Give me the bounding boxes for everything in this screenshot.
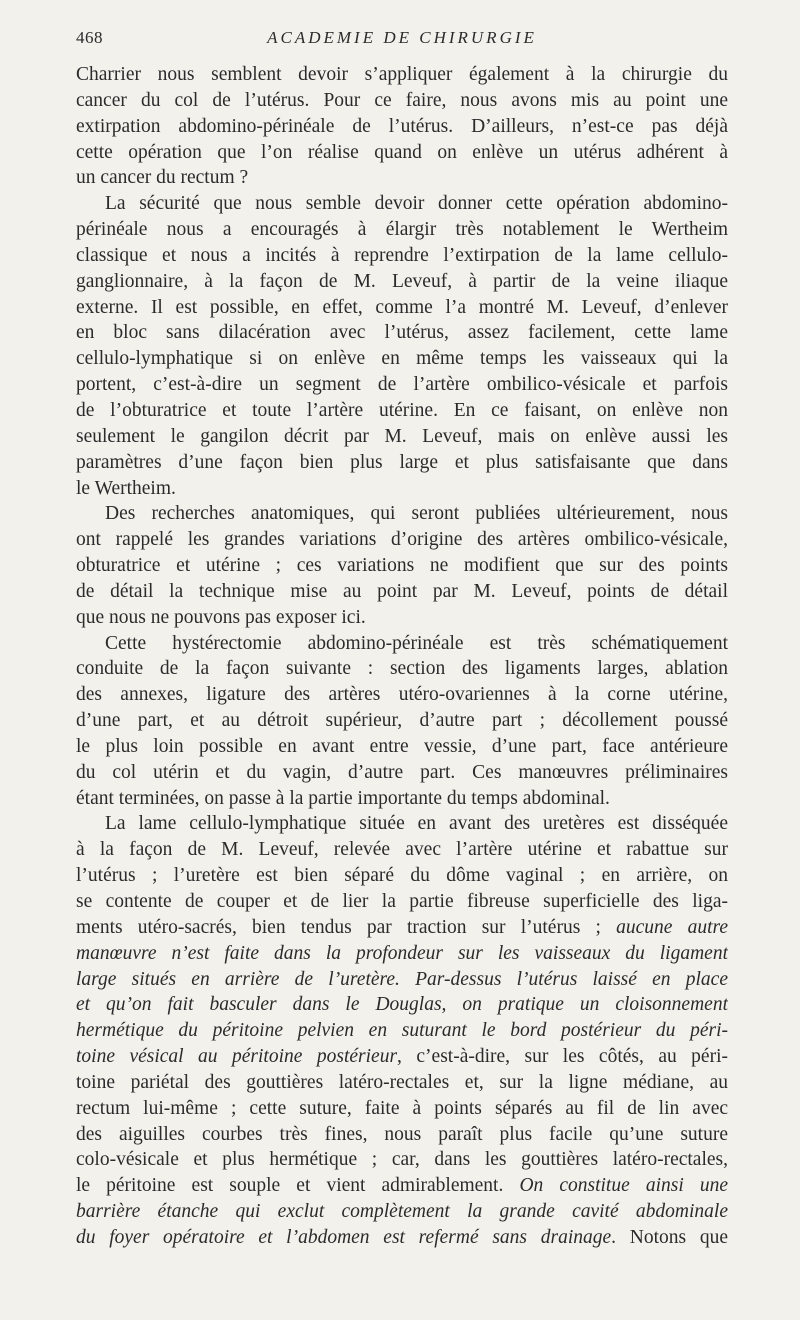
text-line (76, 708, 728, 734)
text-segment: à la façon de M. Leveuf, relevée avec l’artère utérine et rabattue sur (76, 839, 728, 861)
text-line (76, 1070, 728, 1096)
text-line (76, 605, 728, 631)
italic-text: du foyer opératoire et l’abdomen est refermé sans drainage (76, 1226, 612, 1248)
text-line (76, 811, 728, 837)
text-segment: obturatrice et utérine ; ces variations ne modifient que sur des points (76, 555, 728, 577)
text-line (76, 837, 728, 863)
page-number: 468 (76, 28, 103, 47)
text-segment: rectum lui-même ; cette suture, faite à points séparés au fil de lin avec (76, 1097, 728, 1119)
text-segment: . Notons que (611, 1226, 728, 1248)
text-line (76, 320, 728, 346)
text-segment: périnéale nous a encouragés à élargir très notablement le Wertheim (76, 219, 728, 241)
italic-text: hermétique du péritoine pelvien en suturant le bord postérieur du péri- (76, 1020, 728, 1042)
text-segment: ments utéro-sacrés, bien tendus par traction sur l’utérus ; (76, 916, 617, 938)
text-line (76, 424, 728, 450)
body-text (76, 62, 728, 1251)
text-line (76, 165, 728, 191)
text-line (76, 915, 728, 941)
running-head: ACADEMIE DE CHIRURGIE (267, 28, 537, 47)
text-line (76, 501, 728, 527)
text-segment: étant terminées, on passe à la partie importante du temps abdominal. (76, 787, 610, 809)
text-segment: cellulo-lymphatique si on enlève en même temps les vaisseaux qui la (76, 348, 728, 370)
text-segment: des annexes, ligature des artères utéro-ovariennes à la corne utérine, (76, 684, 728, 706)
text-segment: cette opération que l’on réalise quand on enlève un utérus adhérent à (76, 141, 728, 163)
text-line (76, 269, 728, 295)
text-line (76, 967, 728, 993)
text-segment: extirpation abdomino-périnéale de l’utérus. D’ailleurs, n’est-ce pas déjà (76, 115, 728, 137)
text-line (76, 346, 728, 372)
text-segment: que nous ne pouvons pas exposer ici. (76, 606, 366, 628)
text-line (76, 734, 728, 760)
text-segment: du col utérin et du vagin, d’autre part. Ces manœuvres préliminaires (76, 761, 728, 783)
text-line (76, 941, 728, 967)
text-segment: classique et nous a incités à reprendre l’extirpation de la lame cellulo- (76, 244, 728, 266)
text-segment: colo-vésicale et plus hermétique ; car, dans les gouttières latéro-rectales, (76, 1149, 728, 1171)
italic-text: et qu’on fait basculer dans le Douglas, on pratique un cloisonnement (76, 994, 728, 1016)
text-segment: le péritoine est souple et vient admirablement. (76, 1175, 520, 1197)
text-segment: de l’obturatrice et toute l’artère utérine. En ce faisant, on enlève non (76, 399, 728, 421)
text-line (76, 62, 728, 88)
text-line (76, 1173, 728, 1199)
text-segment: paramètres d’une façon bien plus large et plus satisfaisante que dans (76, 451, 728, 473)
text-line (76, 682, 728, 708)
text-line (76, 476, 728, 502)
text-line (76, 656, 728, 682)
italic-text: manœuvre n’est faite dans la profondeur sur les vaisseaux du ligament (76, 942, 728, 964)
text-line (76, 114, 728, 140)
text-segment: , c’est-à-dire, sur les côtés, au péri- (397, 1046, 728, 1068)
text-segment: Cette hystérectomie abdomino-périnéale est très schématiquement (105, 632, 728, 654)
italic-text: barrière étanche qui exclut complètement la grande cavité abdominale (76, 1201, 728, 1223)
text-segment: toine pariétal des gouttières latéro-rectales et, sur la ligne médiane, au (76, 1071, 728, 1093)
text-segment: portent, c’est-à-dire un segment de l’artère ombilico-vésicale et parfois (76, 374, 728, 396)
text-line (76, 191, 728, 217)
text-segment: externe. Il est possible, en effet, comme l’a montré M. Leveuf, d’enlever (76, 296, 728, 318)
text-line (76, 863, 728, 889)
text-line (76, 295, 728, 321)
text-segment: un cancer du rectum ? (76, 167, 249, 189)
text-line (76, 398, 728, 424)
text-line (76, 217, 728, 243)
text-segment: se contente de couper et de lier la partie fibreuse superficielle des liga- (76, 891, 728, 912)
text-segment: Des recherches anatomiques, qui seront publiées ultérieurement, nous (105, 503, 728, 525)
italic-text: large situés en arrière de l’uretère. Par-dessus l’utérus laissé en place (76, 968, 728, 990)
text-line (76, 1147, 728, 1173)
text-segment: l’utérus ; l’uretère est bien séparé du dôme vaginal ; en arrière, on (76, 865, 728, 887)
text-line (76, 1044, 728, 1070)
text-segment: Charrier nous semblent devoir s’appliquer également à la chirurgie du (76, 64, 728, 85)
text-segment: ganglionnaire, à la façon de M. Leveuf, à partir de la veine iliaque (76, 270, 728, 292)
italic-text: aucune autre (616, 916, 728, 938)
text-line (76, 1199, 728, 1225)
text-line (76, 760, 728, 786)
text-segment: La sécurité que nous semble devoir donner cette opération abdomino- (105, 193, 728, 215)
text-line (76, 527, 728, 553)
text-line (76, 992, 728, 1018)
text-segment: ont rappelé les grandes variations d’origine des artères ombilico-vésicale, (76, 529, 728, 551)
text-line (76, 553, 728, 579)
text-line (76, 88, 728, 114)
text-line (76, 1018, 728, 1044)
text-segment: seulement le gangilon décrit par M. Leveuf, mais on enlève aussi les (76, 425, 728, 447)
text-line (76, 786, 728, 812)
text-line (76, 243, 728, 269)
text-line (76, 1122, 728, 1148)
text-segment: de détail la technique mise au point par M. Leveuf, points de détail (76, 580, 728, 602)
text-line (76, 631, 728, 657)
text-line (76, 1096, 728, 1122)
text-segment: d’une part, et au détroit supérieur, d’autre part ; décollement poussé (76, 710, 728, 732)
text-line (76, 579, 728, 605)
text-line (76, 450, 728, 476)
text-segment: conduite de la façon suivante : section des ligaments larges, ablation (76, 658, 728, 680)
text-line (76, 1225, 728, 1251)
text-segment: le Wertheim. (76, 477, 176, 499)
text-line (76, 372, 728, 398)
text-segment: cancer du col de l’utérus. Pour ce faire, nous avons mis au point une (76, 89, 728, 111)
text-segment: le plus loin possible en avant entre vessie, d’une part, face antérieure (76, 735, 728, 757)
text-line (76, 889, 728, 915)
italic-text: On constitue ainsi une (519, 1175, 728, 1197)
text-segment: en bloc sans dilacération avec l’utérus, assez facilement, cette lame (76, 322, 728, 344)
text-line (76, 140, 728, 166)
text-segment: La lame cellulo-lymphatique située en avant des uretères est disséquée (105, 813, 728, 835)
italic-text: toine vésical au péritoine postérieur (76, 1046, 398, 1068)
page-header (76, 28, 728, 52)
text-segment: des aiguilles courbes très fines, nous paraît plus facile qu’une suture (76, 1123, 728, 1145)
